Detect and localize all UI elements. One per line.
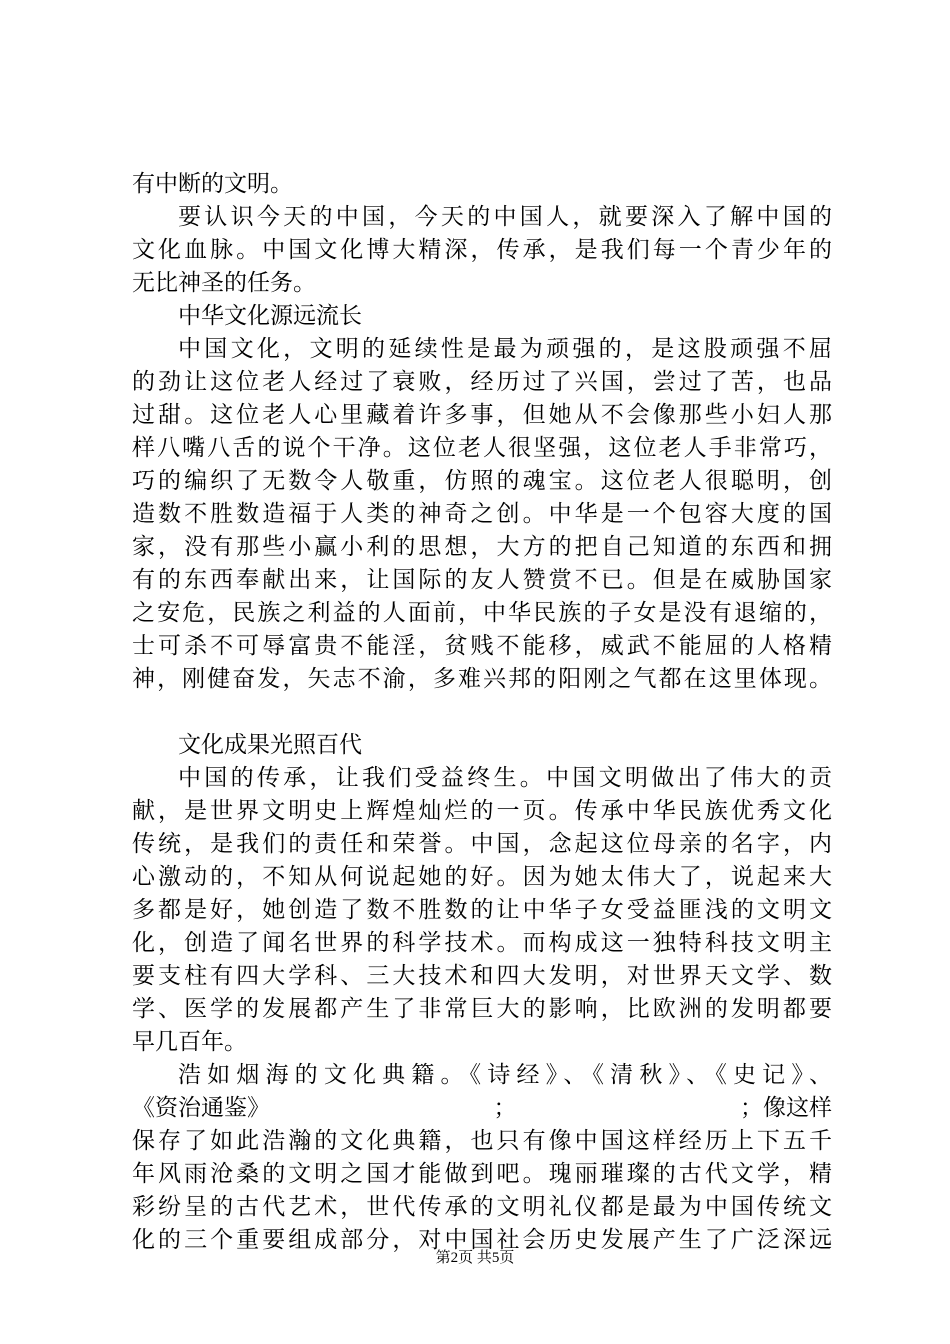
- section-heading: 文化成果光照百代: [178, 732, 362, 758]
- text-line: 保存了如此浩瀚的文化典籍，也只有像中国这样经历上下五千: [132, 1128, 832, 1154]
- page-footer: [0, 1248, 950, 1268]
- text-line: 有的东西奉献出来，让国际的友人赞赏不已。但是在威胁国家: [132, 567, 832, 593]
- text-line: 巧的编织了无数令人敬重，仿照的魂宝。这位老人很聪明，创: [132, 468, 832, 494]
- text-line: 有中断的文明。: [132, 171, 293, 197]
- text-line: 传统，是我们的责任和荣誉。中国，念起这位母亲的名字，内: [132, 831, 832, 857]
- text-line: 样八嘴八舌的说个干净。这位老人很坚强，这位老人手非常巧，: [132, 435, 832, 461]
- blank-line: [132, 696, 832, 729]
- page-number-label: 第2页 共5页: [435, 1250, 515, 1266]
- text-line: 要支柱有四大学科、三大技术和四大发明，对世界天文学、数: [132, 963, 832, 989]
- text-line: 文化血脉。中国文化博大精深，传承，是我们每一个青少年的: [132, 237, 832, 263]
- text-line: 无比神圣的任务。: [132, 270, 316, 296]
- text-line: 要认识今天的中国，今天的中国人，就要深入了解中国的: [178, 204, 832, 230]
- text-line: 献，是世界文明史上辉煌灿烂的一页。传承中华民族优秀文化: [132, 798, 832, 824]
- text-line: 心激动的，不知从何说起她的好。因为她太伟大了，说起来大: [132, 864, 832, 890]
- text-line: 化的三个重要组成部分，对中国社会历史发展产生了广泛深远: [132, 1227, 832, 1253]
- text-line: 神，刚健奋发，矢志不渝，多难兴邦的阳刚之气都在这里体现。: [132, 666, 832, 692]
- text-line: 中国文化，文明的延续性是最为顽强的，是这股顽强不屈: [178, 336, 832, 362]
- text-line: 年风雨沧桑的文明之国才能做到吧。瑰丽璀璨的古代文学，精: [132, 1161, 832, 1187]
- section-heading: 中华文化源远流长: [178, 303, 362, 329]
- text-line: 浩如烟海的文化典籍。《诗经》、《清秋》、《史记》、: [178, 1062, 832, 1088]
- text-line: 学、医学的发展都产生了非常巨大的影响，比欧洲的发明都要: [132, 996, 832, 1022]
- text-line: 造数不胜数造福于人类的神奇之创。中华是一个包容大度的国: [132, 501, 832, 527]
- reference-line: [132, 1092, 832, 1125]
- text-line: 的劲让这位老人经过了衰败，经历过了兴国，尝过了苦，也品: [132, 369, 832, 395]
- document-body: [132, 168, 832, 1257]
- text-line: 之安危，民族之利益的人面前，中华民族的子女是没有退缩的，: [132, 600, 832, 626]
- reference-line-middle: ；: [493, 1095, 517, 1121]
- text-line: 家，没有那些小赢小利的思想，大方的把自己知道的东西和拥: [132, 534, 832, 560]
- text-line: 过甜。这位老人心里藏着许多事，但她从不会像那些小妇人那: [132, 402, 832, 428]
- text-line: 中国的传承，让我们受益终生。中国文明做出了伟大的贡: [178, 765, 832, 791]
- text-block-top: [132, 168, 832, 1092]
- text-block-bottom: [132, 1125, 832, 1257]
- reference-line-right: ；像这样: [740, 1095, 832, 1121]
- text-line: 士可杀不可辱富贵不能淫，贫贱不能移，威武不能屈的人格精: [132, 633, 832, 659]
- text-line: 早几百年。: [132, 1029, 247, 1055]
- text-line: 多都是好，她创造了数不胜数的让中华子女受益匪浅的文明文: [132, 897, 832, 923]
- text-line: 化，创造了闻名世界的科学技术。而构成这一独特科技文明主: [132, 930, 832, 956]
- reference-line-left: 《资治通鉴》: [132, 1095, 270, 1121]
- text-line: 彩纷呈的古代艺术，世代传承的文明礼仪都是最为中国传统文: [132, 1194, 832, 1220]
